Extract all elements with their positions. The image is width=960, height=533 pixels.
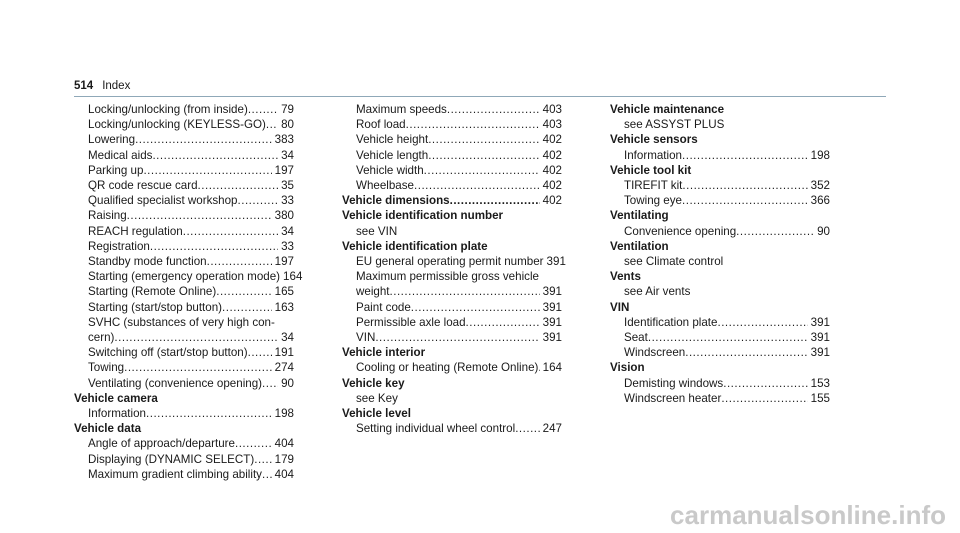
- entry-text: Displaying (DYNAMIC SELECT): [88, 452, 255, 466]
- entry-text: Permissible axle load: [356, 315, 466, 329]
- entry-page-number: 33: [281, 194, 294, 208]
- index-subentry: SVHC (substances of very high con-: [88, 315, 275, 329]
- dot-leader: [447, 102, 540, 117]
- index-entry: [610, 148, 830, 163]
- entry-page-number: 165: [274, 285, 294, 299]
- dot-leader: [198, 178, 279, 193]
- index-entry: [342, 178, 562, 193]
- index-subentry: see Key: [356, 391, 398, 405]
- index-entry: [74, 163, 294, 178]
- entry-page-number: 191: [274, 346, 294, 360]
- dot-leader: [685, 345, 807, 360]
- index-heading: Vehicle identification number: [342, 209, 504, 223]
- entry-text: TIREFIT kit: [624, 179, 683, 193]
- entry-text: Standby mode function: [88, 255, 207, 269]
- index-heading: Vehicle identification plate: [342, 239, 488, 253]
- entry-page-number: 391: [810, 346, 830, 360]
- entry-page-number: 197: [274, 255, 294, 269]
- index-entry: [342, 163, 562, 178]
- dot-leader: [262, 376, 278, 391]
- entry-page-number: 391: [810, 315, 830, 329]
- index-subentry: Maximum permissible gross vehicle: [356, 270, 539, 284]
- index-heading: Ventilation: [610, 239, 669, 253]
- entry-text: Information: [88, 407, 146, 421]
- entry-page-number: 90: [281, 376, 294, 390]
- entry-text: Wheelbase: [356, 179, 415, 193]
- entry-page-number: 80: [281, 118, 294, 132]
- dot-leader: [183, 224, 278, 239]
- entry-text: Cooling or heating (Remote Online): [356, 361, 539, 375]
- index-entry: [74, 148, 294, 163]
- index-entry: [342, 102, 562, 117]
- dot-leader: [723, 376, 807, 391]
- entry-page-number: 155: [810, 391, 830, 405]
- dot-leader: [390, 284, 540, 299]
- entry-page-number: 153: [810, 376, 830, 390]
- entry-text: Switching off (start/stop button): [88, 346, 248, 360]
- index-entry: [610, 345, 830, 360]
- dot-leader: [428, 148, 539, 163]
- entry-text: Demisting windows: [624, 376, 724, 390]
- dot-leader: [648, 330, 808, 345]
- entry-text: Information: [624, 148, 682, 162]
- index-entry: [342, 360, 562, 375]
- dot-leader: [127, 208, 272, 223]
- index-heading: Vehicle maintenance: [610, 103, 725, 116]
- index-heading: Vehicle data: [74, 422, 142, 436]
- entry-page-number: 402: [542, 194, 562, 208]
- index-entry: [74, 102, 294, 117]
- entry-text: Windscreen heater: [624, 391, 722, 405]
- entry-page-number: 402: [542, 179, 562, 193]
- entry-page-number: 179: [274, 452, 294, 466]
- index-entry: [342, 315, 562, 330]
- index-subentry: see Climate control: [624, 255, 724, 269]
- entry-text: Towing: [88, 361, 125, 375]
- entry-text: Towing eye: [624, 194, 683, 208]
- index-entry: [342, 421, 562, 436]
- header-rule: [74, 96, 886, 97]
- entry-text: cern): [88, 331, 115, 345]
- index-entry: [342, 284, 562, 299]
- entry-page-number: 33: [281, 239, 294, 253]
- entry-page-number: 391: [810, 331, 830, 345]
- dot-leader: [262, 467, 272, 482]
- page-header: [74, 79, 130, 93]
- dot-leader: [424, 163, 540, 178]
- entry-text: VIN: [356, 331, 376, 345]
- index-entry: [74, 406, 294, 421]
- page-number: 514: [74, 80, 94, 92]
- index-heading: Vehicle interior: [342, 346, 426, 360]
- index-entry: [74, 436, 294, 451]
- index-entry: [74, 452, 294, 467]
- index-entry: [610, 315, 830, 330]
- entry-page-number: 402: [542, 163, 562, 177]
- index-entry: [610, 178, 830, 193]
- watermark: carmanualsonline.info: [670, 500, 946, 530]
- dot-leader: [143, 163, 271, 178]
- dot-leader: [207, 254, 272, 269]
- dot-leader: [248, 345, 272, 360]
- index-heading: Vehicle tool kit: [610, 163, 692, 177]
- entry-text: Raising: [88, 209, 127, 223]
- index-entry: [74, 117, 294, 132]
- section-title: Index: [102, 80, 131, 92]
- entry-page-number: 163: [274, 300, 294, 314]
- entry-text: Seat: [624, 331, 648, 345]
- entry-text: Roof load: [356, 118, 406, 132]
- dot-leader: [254, 452, 271, 467]
- dot-leader: [146, 406, 272, 421]
- dot-leader: [222, 300, 272, 315]
- entry-text: Setting individual wheel control: [356, 422, 516, 436]
- entry-text: Qualified specialist workshop: [88, 194, 238, 208]
- entry-page-number: 34: [281, 148, 294, 162]
- entry-page-number: 198: [810, 148, 830, 162]
- entry-text: Ventilating (convenience opening): [88, 376, 263, 390]
- entry-page-number: 391: [542, 315, 562, 329]
- entry-text: Starting (start/stop button): [88, 300, 223, 314]
- entry-page-number: 79: [281, 103, 294, 116]
- entry-page-number: 198: [274, 407, 294, 421]
- index-entry: [74, 360, 294, 375]
- entry-page-number: 197: [274, 163, 294, 177]
- entry-text: REACH regulation: [88, 224, 183, 238]
- index-entry: [74, 467, 294, 482]
- index-entry: [342, 193, 562, 208]
- dot-leader: [466, 315, 540, 330]
- dot-leader: [150, 239, 278, 254]
- dot-leader: [135, 132, 272, 147]
- entry-page-number: 366: [810, 194, 830, 208]
- entry-page-number: 391: [542, 285, 562, 299]
- index-heading: Vehicle level: [342, 407, 411, 421]
- entry-page-number: 352: [810, 179, 830, 193]
- entry-text: Windscreen: [624, 346, 686, 360]
- dot-leader: [248, 102, 278, 117]
- dot-leader: [406, 117, 540, 132]
- dot-leader: [450, 193, 540, 208]
- entry-text: Identification plate: [624, 315, 718, 329]
- entry-page-number: 403: [542, 118, 562, 132]
- index-entry: [74, 239, 294, 254]
- index-subentry: see Air vents: [624, 285, 691, 299]
- entry-text: Maximum speeds: [356, 103, 447, 116]
- dot-leader: [238, 193, 279, 208]
- index-entry: [610, 391, 830, 406]
- dot-leader: [152, 148, 278, 163]
- entry-page-number: 34: [281, 331, 294, 345]
- index-entry: [610, 193, 830, 208]
- index-entry: [342, 117, 562, 132]
- entry-page-number: 404: [274, 437, 294, 451]
- index-entry: [342, 330, 562, 345]
- index-entry: [342, 132, 562, 147]
- entry-page-number: 274: [274, 361, 294, 375]
- index-entry: [610, 224, 830, 239]
- index-subentry: see ASSYST PLUS: [624, 118, 725, 132]
- index-entry: [74, 345, 294, 360]
- entry-text: Paint code: [356, 300, 411, 314]
- index-entry: [342, 300, 562, 315]
- entry-page-number: 391: [542, 331, 562, 345]
- entry-text: Registration: [88, 239, 150, 253]
- index-entry: [74, 224, 294, 239]
- dot-leader: [736, 224, 814, 239]
- entry-text: QR code rescue card: [88, 179, 198, 193]
- entry-text: Starting (emergency operation mode): [88, 270, 281, 284]
- index-entry: [342, 148, 562, 163]
- entry-page-number: 402: [542, 148, 562, 162]
- index-heading: Vehicle sensors: [610, 133, 698, 147]
- dot-leader: [717, 315, 807, 330]
- entry-text: Locking/unlocking (KEYLESS-GO): [88, 118, 266, 132]
- dot-leader: [124, 360, 272, 375]
- index-entry: [74, 269, 303, 284]
- entry-page-number: 402: [542, 133, 562, 147]
- dot-leader: [414, 178, 540, 193]
- entry-page-number: 164: [542, 361, 562, 375]
- index-heading: Ventilating: [610, 209, 669, 223]
- dot-leader: [515, 421, 539, 436]
- index-heading: VIN: [610, 300, 630, 314]
- entry-text: Vehicle height: [356, 133, 429, 147]
- index-entry: [74, 300, 294, 315]
- dot-leader: [235, 436, 272, 451]
- index-heading: Vents: [610, 270, 641, 284]
- index-heading: Vehicle camera: [74, 391, 158, 405]
- entry-text: Starting (Remote Online): [88, 285, 217, 299]
- entry-text: Vehicle length: [356, 148, 429, 162]
- index-entry: [74, 193, 294, 208]
- index-entry: [342, 254, 566, 269]
- index-entry: [74, 330, 294, 345]
- entry-text: Locking/unlocking (from inside): [88, 103, 248, 116]
- index-column-1: [74, 102, 303, 482]
- dot-leader: [721, 391, 807, 406]
- index-heading: Vision: [610, 361, 645, 375]
- index-entry: [74, 254, 294, 269]
- index-column-2: [342, 102, 566, 436]
- index-subentry: see VIN: [356, 224, 398, 238]
- entry-page-number: 90: [817, 224, 830, 238]
- dot-leader: [114, 330, 278, 345]
- entry-page-number: 34: [281, 224, 294, 238]
- index-entry: [74, 132, 294, 147]
- dot-leader: [428, 132, 539, 147]
- entry-page-number: 391: [542, 300, 562, 314]
- entry-page-number: 383: [274, 133, 294, 147]
- entry-text: Parking up: [88, 163, 144, 177]
- entry-page-number: 164: [283, 270, 303, 284]
- entry-page-number: 35: [281, 179, 294, 193]
- entry-text: Convenience opening: [624, 224, 737, 238]
- entry-text: Lowering: [88, 133, 136, 147]
- entry-text: weight: [356, 285, 390, 299]
- dot-leader: [216, 284, 271, 299]
- dot-leader: [411, 300, 540, 315]
- index-entry: [610, 376, 830, 391]
- dot-leader: [375, 330, 539, 345]
- index-entry: [74, 376, 294, 391]
- index-entry: [74, 208, 294, 223]
- dot-leader: [682, 178, 807, 193]
- entry-text: Vehicle dimensions: [342, 194, 450, 208]
- entry-text: EU general operating permit number: [356, 255, 544, 269]
- entry-text: Vehicle width: [356, 163, 424, 177]
- entry-text: Medical aids: [88, 148, 153, 162]
- index-entry: [74, 284, 294, 299]
- entry-page-number: 391: [546, 255, 566, 269]
- entry-page-number: 247: [542, 422, 562, 436]
- entry-text: Angle of approach/departure: [88, 437, 235, 451]
- entry-text: Maximum gradient climbing ability: [88, 467, 262, 481]
- index-heading: Vehicle key: [342, 376, 405, 390]
- entry-page-number: 403: [542, 103, 562, 116]
- dot-leader: [266, 117, 278, 132]
- dot-leader: [682, 193, 808, 208]
- dot-leader: [682, 148, 808, 163]
- entry-page-number: 380: [274, 209, 294, 223]
- index-column-3: [610, 102, 830, 406]
- index-entry: [74, 178, 294, 193]
- index-entry: [610, 330, 830, 345]
- entry-page-number: 404: [274, 467, 294, 481]
